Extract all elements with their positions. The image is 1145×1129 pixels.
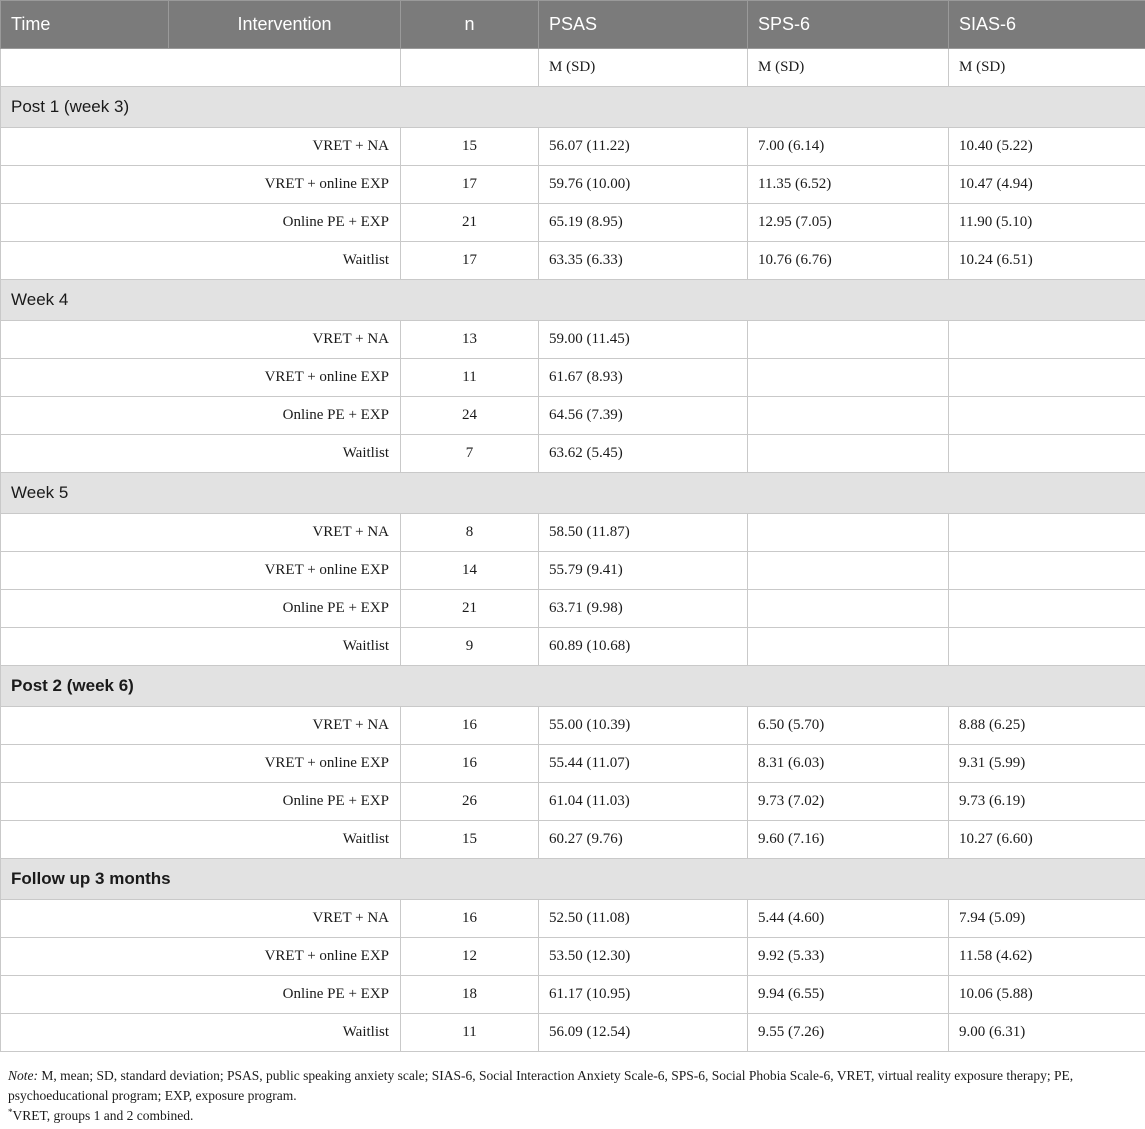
table-row bbox=[1, 976, 1145, 1014]
cell-sias: 9.00 (6.31) bbox=[949, 1014, 1145, 1052]
cell-intervention: VRET + online EXP bbox=[1, 938, 401, 976]
cell-sps bbox=[748, 397, 949, 435]
header-sias: SIAS-6 bbox=[949, 1, 1145, 49]
cell-sps: 8.31 (6.03) bbox=[748, 745, 949, 783]
cell-psas: 58.50 (11.87) bbox=[539, 514, 748, 552]
cell-n: 11 bbox=[401, 359, 539, 397]
cell-sias bbox=[949, 628, 1145, 666]
table-row bbox=[1, 128, 1145, 166]
table-row bbox=[1, 552, 1145, 590]
subheader-sps: M (SD) bbox=[748, 49, 949, 87]
cell-intervention: VRET + NA bbox=[1, 514, 401, 552]
header-psas: PSAS bbox=[539, 1, 748, 49]
cell-intervention: Waitlist bbox=[1, 1014, 401, 1052]
section-title: Follow up 3 months bbox=[1, 859, 1145, 900]
cell-sias bbox=[949, 590, 1145, 628]
section-row bbox=[1, 280, 1145, 321]
table-note bbox=[8, 1066, 1136, 1126]
cell-n: 9 bbox=[401, 628, 539, 666]
subheader-empty bbox=[1, 49, 401, 87]
cell-intervention: Waitlist bbox=[1, 435, 401, 473]
cell-psas: 60.89 (10.68) bbox=[539, 628, 748, 666]
cell-intervention: VRET + online EXP bbox=[1, 359, 401, 397]
table-body bbox=[1, 87, 1145, 1052]
cell-sias bbox=[949, 552, 1145, 590]
table-row bbox=[1, 435, 1145, 473]
cell-psas: 52.50 (11.08) bbox=[539, 900, 748, 938]
cell-sps: 9.94 (6.55) bbox=[748, 976, 949, 1014]
note-text: M, mean; SD, standard deviation; PSAS, public speaking anxiety scale; SIAS-6, Social Interaction Anxiety Scale-6, SPS-6, Social Phobia Scale-6, VRET, virtual reality exposure therapy; PE, psychoeducational program; EXP, exposure program. bbox=[8, 1068, 1074, 1103]
cell-n: 15 bbox=[401, 821, 539, 859]
cell-sps: 6.50 (5.70) bbox=[748, 707, 949, 745]
cell-sps: 12.95 (7.05) bbox=[748, 204, 949, 242]
cell-sias bbox=[949, 435, 1145, 473]
cell-n: 15 bbox=[401, 128, 539, 166]
cell-psas: 55.00 (10.39) bbox=[539, 707, 748, 745]
footnote-mark: * bbox=[8, 1107, 13, 1117]
cell-psas: 55.79 (9.41) bbox=[539, 552, 748, 590]
cell-sias bbox=[949, 321, 1145, 359]
cell-n: 11 bbox=[401, 1014, 539, 1052]
header-intervention: Intervention bbox=[169, 1, 401, 49]
table-row bbox=[1, 783, 1145, 821]
cell-psas: 61.17 (10.95) bbox=[539, 976, 748, 1014]
cell-psas: 56.07 (11.22) bbox=[539, 128, 748, 166]
table-row bbox=[1, 166, 1145, 204]
cell-intervention: VRET + NA bbox=[1, 128, 401, 166]
cell-sias: 9.73 (6.19) bbox=[949, 783, 1145, 821]
header-time: Time bbox=[1, 1, 169, 49]
cell-sps bbox=[748, 321, 949, 359]
cell-psas: 59.76 (10.00) bbox=[539, 166, 748, 204]
cell-n: 17 bbox=[401, 242, 539, 280]
cell-sias: 10.40 (5.22) bbox=[949, 128, 1145, 166]
section-row bbox=[1, 859, 1145, 900]
subheader-n-empty bbox=[401, 49, 539, 87]
cell-n: 7 bbox=[401, 435, 539, 473]
cell-n: 8 bbox=[401, 514, 539, 552]
cell-intervention: Waitlist bbox=[1, 242, 401, 280]
cell-n: 16 bbox=[401, 745, 539, 783]
section-title: Week 5 bbox=[1, 473, 1145, 514]
table-row bbox=[1, 707, 1145, 745]
cell-sias bbox=[949, 514, 1145, 552]
table-row bbox=[1, 745, 1145, 783]
cell-sps: 9.60 (7.16) bbox=[748, 821, 949, 859]
header-row bbox=[1, 1, 1145, 49]
table-row bbox=[1, 514, 1145, 552]
cell-psas: 55.44 (11.07) bbox=[539, 745, 748, 783]
cell-sps: 9.92 (5.33) bbox=[748, 938, 949, 976]
cell-sias: 10.06 (5.88) bbox=[949, 976, 1145, 1014]
cell-intervention: VRET + NA bbox=[1, 707, 401, 745]
cell-intervention: Waitlist bbox=[1, 821, 401, 859]
cell-n: 16 bbox=[401, 900, 539, 938]
cell-intervention: VRET + online EXP bbox=[1, 552, 401, 590]
cell-n: 26 bbox=[401, 783, 539, 821]
cell-n: 16 bbox=[401, 707, 539, 745]
cell-sps bbox=[748, 628, 949, 666]
cell-psas: 61.67 (8.93) bbox=[539, 359, 748, 397]
cell-intervention: VRET + online EXP bbox=[1, 166, 401, 204]
subheader-row bbox=[1, 49, 1145, 87]
note-lead: Note: bbox=[8, 1068, 38, 1083]
cell-psas: 56.09 (12.54) bbox=[539, 1014, 748, 1052]
cell-sias: 11.90 (5.10) bbox=[949, 204, 1145, 242]
cell-psas: 60.27 (9.76) bbox=[539, 821, 748, 859]
header-sps: SPS-6 bbox=[748, 1, 949, 49]
table-row bbox=[1, 1014, 1145, 1052]
section-title: Week 4 bbox=[1, 280, 1145, 321]
cell-sps: 10.76 (6.76) bbox=[748, 242, 949, 280]
cell-sps: 7.00 (6.14) bbox=[748, 128, 949, 166]
table-row bbox=[1, 900, 1145, 938]
cell-sps bbox=[748, 435, 949, 473]
footnote bbox=[8, 1106, 1136, 1126]
section-row bbox=[1, 666, 1145, 707]
cell-n: 18 bbox=[401, 976, 539, 1014]
cell-psas: 63.35 (6.33) bbox=[539, 242, 748, 280]
header-n: n bbox=[401, 1, 539, 49]
cell-psas: 63.71 (9.98) bbox=[539, 590, 748, 628]
table-row bbox=[1, 821, 1145, 859]
cell-sps: 11.35 (6.52) bbox=[748, 166, 949, 204]
cell-n: 21 bbox=[401, 590, 539, 628]
section-title: Post 1 (week 3) bbox=[1, 87, 1145, 128]
section-row bbox=[1, 473, 1145, 514]
table-row bbox=[1, 359, 1145, 397]
cell-intervention: Online PE + EXP bbox=[1, 783, 401, 821]
section-title: Post 2 (week 6) bbox=[1, 666, 1145, 707]
note-paragraph bbox=[8, 1066, 1136, 1106]
cell-intervention: Online PE + EXP bbox=[1, 397, 401, 435]
cell-sps: 5.44 (4.60) bbox=[748, 900, 949, 938]
cell-sias: 8.88 (6.25) bbox=[949, 707, 1145, 745]
subheader-sias: M (SD) bbox=[949, 49, 1145, 87]
cell-psas: 64.56 (7.39) bbox=[539, 397, 748, 435]
cell-n: 17 bbox=[401, 166, 539, 204]
cell-psas: 53.50 (12.30) bbox=[539, 938, 748, 976]
section-row bbox=[1, 87, 1145, 128]
table-row bbox=[1, 321, 1145, 359]
table-row bbox=[1, 590, 1145, 628]
cell-n: 14 bbox=[401, 552, 539, 590]
cell-sias bbox=[949, 359, 1145, 397]
cell-sps bbox=[748, 590, 949, 628]
cell-sps bbox=[748, 552, 949, 590]
cell-sias bbox=[949, 397, 1145, 435]
cell-sias: 10.24 (6.51) bbox=[949, 242, 1145, 280]
cell-intervention: Waitlist bbox=[1, 628, 401, 666]
table-row bbox=[1, 242, 1145, 280]
cell-intervention: Online PE + EXP bbox=[1, 590, 401, 628]
cell-sias: 7.94 (5.09) bbox=[949, 900, 1145, 938]
cell-n: 12 bbox=[401, 938, 539, 976]
table-row bbox=[1, 628, 1145, 666]
cell-psas: 63.62 (5.45) bbox=[539, 435, 748, 473]
subheader-psas: M (SD) bbox=[539, 49, 748, 87]
cell-sps bbox=[748, 359, 949, 397]
cell-sias: 11.58 (4.62) bbox=[949, 938, 1145, 976]
cell-sias: 10.27 (6.60) bbox=[949, 821, 1145, 859]
cell-intervention: VRET + online EXP bbox=[1, 745, 401, 783]
cell-intervention: Online PE + EXP bbox=[1, 204, 401, 242]
table-row bbox=[1, 204, 1145, 242]
cell-intervention: VRET + NA bbox=[1, 321, 401, 359]
cell-psas: 65.19 (8.95) bbox=[539, 204, 748, 242]
cell-sias: 10.47 (4.94) bbox=[949, 166, 1145, 204]
cell-sps: 9.73 (7.02) bbox=[748, 783, 949, 821]
cell-n: 13 bbox=[401, 321, 539, 359]
cell-n: 24 bbox=[401, 397, 539, 435]
cell-sps: 9.55 (7.26) bbox=[748, 1014, 949, 1052]
cell-intervention: Online PE + EXP bbox=[1, 976, 401, 1014]
cell-sps bbox=[748, 514, 949, 552]
table-row bbox=[1, 938, 1145, 976]
table-row bbox=[1, 397, 1145, 435]
cell-n: 21 bbox=[401, 204, 539, 242]
cell-intervention: VRET + NA bbox=[1, 900, 401, 938]
cell-psas: 61.04 (11.03) bbox=[539, 783, 748, 821]
cell-sias: 9.31 (5.99) bbox=[949, 745, 1145, 783]
cell-psas: 59.00 (11.45) bbox=[539, 321, 748, 359]
footnote-text: VRET, groups 1 and 2 combined. bbox=[12, 1108, 194, 1123]
